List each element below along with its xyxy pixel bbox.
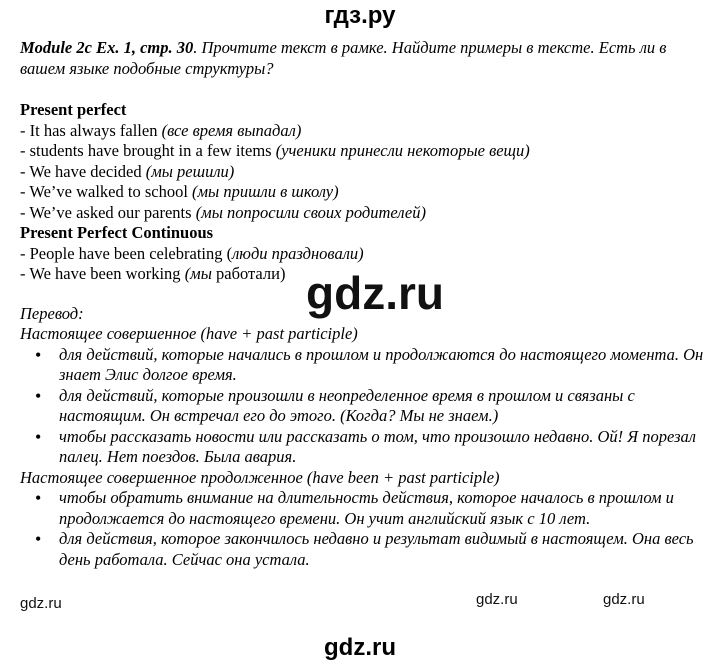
translation-section1-title: Настоящее совершенное (have + past participle) <box>20 324 358 343</box>
watermark-small-left: gdz.ru <box>20 595 62 612</box>
example-translation: (мы <box>184 264 217 283</box>
site-title: гдз.ру <box>324 2 396 29</box>
present-perfect-continuous-title: Present Perfect Continuous <box>20 223 214 242</box>
example-translation: (мы решили) <box>145 161 235 181</box>
example-translation: (мы пришли в школу) <box>192 182 339 201</box>
example-english: - It has always fallen <box>20 120 162 140</box>
example-line <box>20 121 710 142</box>
example-english: - We have decided <box>20 161 146 181</box>
example-line <box>20 141 710 162</box>
bullet-item: • чтобы рассказать новости или рассказать о том, что произошло недавно. Ой! Я порезал палец. Нет поездов. Была авария. <box>20 427 710 468</box>
example-line <box>20 203 710 224</box>
exercise-header <box>20 38 710 79</box>
section1-bullet-list <box>20 345 710 468</box>
translation-section2-title: Настоящее совершенное продолженное (have been + past participle) <box>20 467 500 487</box>
example-translation: (все время выпадал) <box>161 120 302 140</box>
example-line <box>20 244 710 265</box>
exercise-reference: Module 2c Ex. 1, стр. 30 <box>20 38 194 57</box>
example-translation: люди праздновали) <box>232 243 364 263</box>
example-translation: (мы попросили своих родителей) <box>195 202 427 222</box>
translation-section <box>20 304 710 571</box>
example-line <box>20 162 710 183</box>
example-line <box>20 182 710 203</box>
translation-label: Перевод: <box>20 303 84 323</box>
example-english: - We’ve asked our parents <box>20 202 196 222</box>
example-english: - People have been celebrating ( <box>20 243 233 263</box>
example-english: - We’ve walked to school <box>20 182 193 201</box>
watermark-large: gdz.ru <box>306 267 444 319</box>
watermark-small-mid: gdz.ru <box>476 591 518 608</box>
watermark-bottom: gdz.ru <box>324 634 396 661</box>
example-translation-tail: работали) <box>216 264 286 283</box>
exercise-instruction: . Прочтите текст в рамке. Найдите примеры в тексте. Есть ли в вашем языке подобные структуры? <box>20 38 667 78</box>
bullet-item: • чтобы обратить внимание на длительность действия, которое началось в прошлом и продолжается до настоящего времени. Он учит английский язык с 10 лет. <box>20 488 710 529</box>
section2-bullet-list <box>20 488 710 570</box>
watermark-small-right: gdz.ru <box>603 591 645 608</box>
example-english: - students have brought in a few items <box>20 141 276 160</box>
bullet-item: • для действий, которые начались в прошлом и продолжаются до настоящего момента. Он знает Элис долгое время. <box>20 345 710 386</box>
bullet-item: • для действий, которые произошли в неопределенное время в прошлом и связаны с настоящим. Он встречал его до этого. (Когда? Мы не знаем.) <box>20 386 710 427</box>
bullet-item: • для действия, которое закончилось недавно и результат видимый в настоящем. Она весь день работала. Сейчас она устала. <box>20 529 710 570</box>
example-translation: (ученики принесли некоторые вещи) <box>275 141 530 160</box>
example-english: - We have been working <box>20 264 185 283</box>
present-perfect-title: Present perfect <box>20 100 127 119</box>
